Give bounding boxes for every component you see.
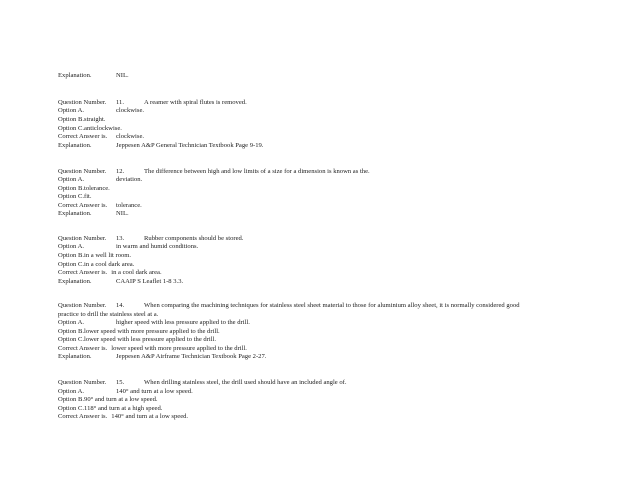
option-label: Option C. xyxy=(58,405,85,412)
question-12-header xyxy=(58,168,370,176)
option-text: 118° and turn at a high speed. xyxy=(84,405,163,412)
question-number: 11. xyxy=(116,99,124,106)
question-11-explanation xyxy=(58,142,263,150)
option-text: higher speed with less pressure applied to the drill. xyxy=(116,319,250,326)
question-number-label: Question Number. xyxy=(58,235,107,242)
question-text: The difference between high and low limits of a size for a dimension is known as the. xyxy=(144,168,370,175)
option-text: 140° and turn at a low speed. xyxy=(116,388,193,395)
question-text: A reamer with spiral flutes is removed. xyxy=(144,99,247,106)
option-text: 90° and turn at a low speed. xyxy=(84,396,158,403)
correct-answer-text: clockwise. xyxy=(116,133,145,140)
explanation-label: Explanation. xyxy=(58,72,92,79)
option-label: Option A. xyxy=(58,176,85,183)
option-text: fit. xyxy=(84,193,92,200)
correct-answer-label: Correct Answer is. xyxy=(58,413,108,420)
option-text: straight. xyxy=(84,116,106,123)
explanation-label: Explanation. xyxy=(58,210,92,217)
question-number: 13. xyxy=(116,235,125,242)
question-text: When comparing the machining techniques for stainless steel sheet material to those for aluminium alloy sheet, it is normally considered good xyxy=(144,302,520,309)
correct-answer-text: tolerance. xyxy=(116,202,142,209)
correct-answer-label: Correct Answer is. xyxy=(58,202,108,209)
explanation-text: Jeppesen A&P Airframe Technician Textbook Page 2-27. xyxy=(116,353,267,360)
correct-answer-text: lower speed with more pressure applied to the drill. xyxy=(111,345,247,352)
question-11-option-a xyxy=(58,107,144,115)
question-11-option-c xyxy=(58,125,122,133)
question-14-correct xyxy=(58,345,247,353)
question-15-correct xyxy=(58,413,188,421)
question-number-label: Question Number. xyxy=(58,302,107,309)
question-11-correct xyxy=(58,133,144,141)
explanation-text: Jeppesen A&P General Technician Textbook Page 9-19. xyxy=(116,142,264,149)
question-15-option-c xyxy=(58,405,162,413)
question-12-explanation xyxy=(58,210,129,218)
explanation-label: Explanation. xyxy=(58,142,92,149)
explanation-text: CAAIP S Leaflet 1-8 3.3. xyxy=(116,278,184,285)
question-14-header xyxy=(58,302,520,310)
option-text: deviation. xyxy=(116,176,143,183)
option-label: Option C. xyxy=(58,193,85,200)
question-13-option-c xyxy=(58,261,134,269)
question-15-option-b xyxy=(58,396,158,404)
option-label: Option A. xyxy=(58,388,85,395)
option-label: Option C. xyxy=(58,336,85,343)
question-14-option-a xyxy=(58,319,250,327)
option-label: Option B. xyxy=(58,396,85,403)
question-text: When drilling stainless steel, the drill used should have an included angle of. xyxy=(144,379,347,386)
question-number-label: Question Number. xyxy=(58,168,107,175)
question-number-label: Question Number. xyxy=(58,379,107,386)
question-11-header xyxy=(58,99,247,107)
correct-answer-text: in a cool dark area. xyxy=(111,269,162,276)
question-12-option-c xyxy=(58,193,92,201)
option-label: Option B. xyxy=(58,185,85,192)
option-label: Option B. xyxy=(58,116,85,123)
question-13-correct xyxy=(58,269,162,277)
question-12-option-b xyxy=(58,185,110,193)
question-number: 15. xyxy=(116,379,125,386)
correct-answer-text: 140° and turn at a low speed. xyxy=(111,413,189,420)
option-text: anticlockwise. xyxy=(84,125,122,132)
question-13-option-a xyxy=(58,243,198,251)
question-number: 12. xyxy=(116,168,125,175)
question-12-correct xyxy=(58,202,142,210)
question-11-option-b xyxy=(58,116,105,124)
option-label: Option C. xyxy=(58,125,85,132)
question-15-option-a xyxy=(58,388,193,396)
question-text: Rubber components should be stored. xyxy=(144,235,244,242)
explanation-text: NIL. xyxy=(116,210,129,217)
option-label: Option B. xyxy=(58,328,85,335)
option-label: Option A. xyxy=(58,243,85,250)
option-text: lower speed with less pressure applied to the drill. xyxy=(84,336,217,343)
option-text: lower speed with more pressure applied to the drill. xyxy=(84,328,220,335)
correct-answer-label: Correct Answer is. xyxy=(58,269,108,276)
question-15-header xyxy=(58,379,347,387)
question-number: 14. xyxy=(116,302,125,309)
explanation-text: NIL. xyxy=(116,72,129,79)
correct-answer-label: Correct Answer is. xyxy=(58,133,108,140)
option-text: in a well lit room. xyxy=(84,252,132,259)
option-text: in a cool dark area. xyxy=(84,261,135,268)
option-text: tolerance. xyxy=(84,185,110,192)
question-14-header-cont xyxy=(58,311,158,319)
option-label: Option A. xyxy=(58,107,85,114)
correct-answer-label: Correct Answer is. xyxy=(58,345,108,352)
question-12-option-a xyxy=(58,176,142,184)
intro-explanation-line xyxy=(58,72,129,80)
option-label: Option B. xyxy=(58,252,85,259)
question-13-explanation xyxy=(58,278,183,286)
option-label: Option A. xyxy=(58,319,85,326)
question-number-label: Question Number. xyxy=(58,99,107,106)
question-14-explanation xyxy=(58,353,266,361)
option-text: in warm and humid conditions. xyxy=(116,243,199,250)
explanation-label: Explanation. xyxy=(58,278,92,285)
option-label: Option C. xyxy=(58,261,85,268)
explanation-label: Explanation. xyxy=(58,353,92,360)
option-text: clockwise. xyxy=(116,107,145,114)
question-text-continued: practice to drill the stainless steel at a. xyxy=(58,311,159,318)
question-14-option-c xyxy=(58,336,216,344)
question-14-option-b xyxy=(58,328,220,336)
question-13-header xyxy=(58,235,243,243)
question-13-option-b xyxy=(58,252,131,260)
